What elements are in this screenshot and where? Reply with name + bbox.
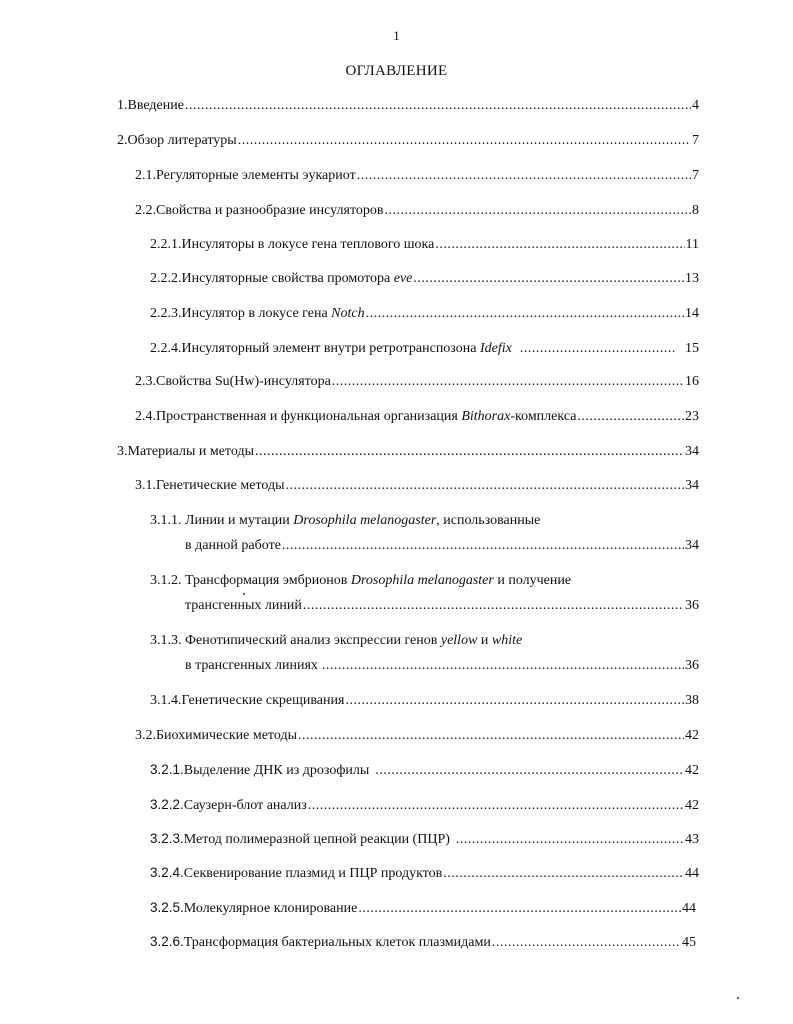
dot-leader (282, 537, 684, 555)
dot-leader (357, 167, 691, 185)
entry-page: 13 (685, 271, 699, 286)
entry-page: 34 (685, 538, 699, 553)
entry-number: 2.2.2. (150, 271, 182, 286)
entry-number: 3.1.4. (150, 693, 182, 708)
entry-number: 3.2.6. (150, 934, 184, 949)
toc-title: ОГЛАВЛЕНИЕ (345, 63, 448, 79)
scan-speck (243, 593, 245, 595)
entry-number: 3.1.1. (150, 513, 182, 528)
entry-title-italic: Bithorax (461, 409, 511, 424)
toc-entry-2-1[interactable] (135, 167, 699, 185)
entry-title-italic: Drosophila melanogaster (350, 573, 494, 588)
entry-number: 1. (117, 98, 128, 113)
toc-entry-2-2-3[interactable] (150, 305, 699, 323)
entry-title-italic: Idefix (479, 341, 512, 356)
entry-number: 2.2.1. (150, 237, 182, 252)
toc-entry-3-1-2-line1[interactable] (150, 572, 571, 590)
entry-title: Биохимические методы (156, 728, 297, 743)
entry-title-text: Трансформация эмбрионов (185, 573, 351, 588)
entry-title: Материалы и методы (127, 444, 254, 459)
entry-title: трансгенных линий (185, 598, 302, 613)
entry-page: 42 (685, 798, 699, 813)
entry-number: 3.1. (135, 478, 156, 493)
entry-title: Генетические скрещивания (181, 693, 345, 708)
entry-number: 2.3. (135, 374, 156, 389)
entry-title-text: , использованные (436, 513, 541, 528)
entry-page: 14 (685, 306, 699, 321)
entry-title-text: -комплекса (510, 409, 577, 424)
dot-leader (456, 831, 684, 849)
entry-page: 11 (685, 237, 699, 252)
toc-entry-3-1-4[interactable] (150, 692, 699, 710)
entry-title-italic: Drosophila melanogaster (293, 513, 437, 528)
entry-page: 7 (692, 168, 699, 183)
toc-entry-3-2-5[interactable] (150, 899, 696, 918)
dot-leader (413, 270, 684, 288)
entry-title: Генетические методы (156, 478, 285, 493)
toc-entry-3-1-3[interactable] (185, 657, 699, 675)
dot-leader (308, 797, 684, 815)
entry-number: 3.2.2. (150, 797, 184, 812)
dot-leader (322, 657, 684, 675)
entry-number: 3.1.2. (150, 573, 182, 588)
dot-leader (345, 692, 684, 710)
dot-leader (332, 373, 684, 391)
entry-number: 3.2. (135, 728, 156, 743)
toc-entry-3-2-3[interactable] (150, 830, 699, 849)
entry-title: в данной работе (185, 538, 281, 553)
entry-title: Обзор литературы (127, 133, 237, 148)
toc-entry-3-2[interactable] (135, 727, 699, 745)
entry-page: 36 (685, 658, 699, 673)
entry-title-italic: yellow (440, 633, 478, 648)
toc-entry-3-2-1[interactable] (150, 761, 699, 780)
entry-page: 38 (685, 693, 699, 708)
entry-title: Метод полимеразной цепной реакции (ПЦР) (183, 832, 450, 847)
dot-leader (358, 900, 681, 918)
toc-entry-2-2-4[interactable] (150, 340, 699, 358)
entry-title (182, 270, 413, 288)
entry-number: 3.1.3. (150, 633, 182, 648)
entry-title-italic: Notch (331, 306, 365, 321)
entry-title: Свойства Su(Hw)-инсулятора (156, 374, 331, 389)
toc-entry-3-2-2[interactable] (150, 796, 699, 815)
entry-title: Инсуляторы в локусе гена теплового шока (181, 237, 435, 252)
entry-number: 2.2.3. (150, 306, 182, 321)
entry-page: 44 (682, 901, 696, 916)
toc-entry-2-3[interactable] (135, 373, 699, 391)
dot-leader (375, 762, 684, 780)
dot-leader (520, 340, 675, 358)
dot-leader (435, 236, 684, 254)
entry-title: Выделение ДНК из дрозофилы (183, 763, 370, 778)
toc-entry-materials-methods[interactable] (117, 443, 699, 461)
entry-number: 2. (117, 133, 128, 148)
entry-page: 42 (685, 763, 699, 778)
dot-leader (238, 132, 691, 150)
entry-title-italic: white (491, 633, 523, 648)
toc-entry-3-2-4[interactable] (150, 864, 699, 883)
entry-number: 2.1. (135, 168, 156, 183)
dot-leader (492, 934, 681, 952)
entry-page: 36 (685, 598, 699, 613)
dot-leader (185, 97, 691, 115)
dot-leader (298, 727, 684, 745)
entry-number: 3.2.1. (150, 762, 184, 777)
entry-title-text: Инсулятор в локусе гена (181, 306, 332, 321)
entry-title (156, 408, 576, 426)
entry-title-text: Инсуляторный элемент внутри ретротранспозона (181, 341, 480, 356)
dot-leader (443, 865, 684, 883)
dot-leader (577, 408, 684, 426)
entry-page: 15 (685, 341, 699, 356)
scan-speck (737, 997, 739, 999)
entry-page: 44 (685, 866, 699, 881)
entry-title (182, 340, 512, 358)
entry-page: 45 (682, 935, 696, 950)
entry-title: Регуляторные элементы эукариот (156, 168, 356, 183)
toc-entry-3-1-1[interactable] (185, 537, 699, 555)
entry-title: Трансформация бактериальных клеток плазмидами (183, 935, 491, 950)
entry-title-text: Фенотипический анализ экспрессии генов (185, 633, 441, 648)
entry-number: 3.2.5. (150, 900, 184, 915)
entry-title-text: и получение (493, 573, 572, 588)
entry-page: 23 (685, 409, 699, 424)
entry-title: в трансгенных линиях (185, 658, 318, 673)
toc-entry-2-2[interactable] (135, 202, 699, 220)
toc-entry-2-4[interactable] (135, 408, 699, 426)
page-number: 1 (393, 28, 400, 43)
dot-leader (385, 202, 692, 220)
entry-title: Саузерн-блот анализ (183, 798, 307, 813)
toc-entry-2-2-1[interactable] (150, 236, 699, 254)
entry-title: Молекулярное клонирование (183, 901, 358, 916)
toc-entry-3-2-6[interactable] (150, 933, 696, 952)
entry-number: 3.2.3. (150, 831, 184, 846)
dot-leader (303, 597, 684, 615)
dot-leader (286, 477, 684, 495)
entry-page: 34 (685, 444, 699, 459)
entry-page: 7 (692, 133, 699, 148)
toc-entry-literature-review[interactable] (117, 132, 699, 150)
entry-page: 16 (685, 374, 699, 389)
toc-entry-introduction[interactable] (117, 97, 699, 115)
entry-title-text: Линии и мутации (185, 513, 294, 528)
dot-leader (255, 443, 684, 461)
entry-title-text: и (477, 633, 492, 648)
toc-entry-3-1-3-line1[interactable] (150, 632, 522, 650)
entry-page: 42 (685, 728, 699, 743)
entry-title (182, 305, 365, 323)
entry-title-italic: eve (393, 271, 413, 286)
entry-page: 43 (685, 832, 699, 847)
entry-page: 34 (685, 478, 699, 493)
entry-title: Секвенирование плазмид и ПЦР продуктов (183, 866, 443, 881)
entry-title-text: Пространственная и функциональная организация (156, 409, 462, 424)
toc-entry-3-1-2[interactable] (185, 597, 699, 615)
entry-page: 4 (692, 98, 699, 113)
entry-title-text: Инсуляторные свойства промотора (181, 271, 394, 286)
entry-title: Свойства и разнообразие инсуляторов (156, 203, 384, 218)
entry-number: 2.4. (135, 409, 156, 424)
entry-number: 3. (117, 444, 128, 459)
toc-entry-3-1[interactable] (135, 477, 699, 495)
entry-number: 2.2.4. (150, 341, 182, 356)
entry-page: 8 (692, 203, 699, 218)
toc-entry-3-1-1-line1[interactable] (150, 512, 540, 530)
entry-number: 3.2.4. (150, 865, 184, 880)
dot-leader (366, 305, 684, 323)
toc-entry-2-2-2[interactable] (150, 270, 699, 288)
entry-title: Введение (127, 98, 184, 113)
entry-number: 2.2. (135, 203, 156, 218)
